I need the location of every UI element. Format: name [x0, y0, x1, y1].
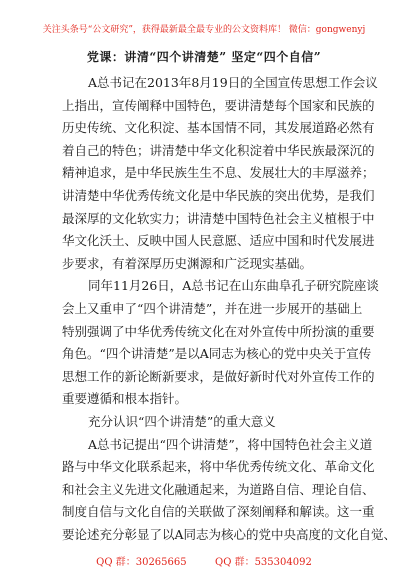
paragraph-line: 充分认识“四个讲清楚”的重大意义: [88, 413, 276, 429]
paragraph-line: 精神追求，是中华民族生生不息、发展壮大的丰厚滋养；: [62, 165, 375, 181]
paragraph-line: 角色。“四个讲清楚”是以A同志为核心的党中央关于宣传: [62, 346, 372, 362]
paragraph-line: 着自己的特色；讲清楚中华文化积淀着中华民族最深沉的: [62, 142, 375, 158]
paragraph-line: 要论述充分彰显了以A同志为核心的党中央高度的文化自觉、: [62, 526, 397, 542]
paragraph-line: 重要遵循和根本指针。: [62, 391, 188, 407]
paragraph-line: 最深厚的文化软实力；讲清楚中国特色社会主义植根于中: [62, 210, 375, 226]
paragraph-line: 特别强调了中华优秀传统文化在对外宣传中所扮演的重要: [62, 323, 375, 339]
paragraph-line: 制度自信与文化自信的关联做了深刻阐释和解读。这一重: [62, 504, 375, 520]
paragraph-line: A总书记在2013年8月19日的全国宣传思想工作会议: [88, 75, 378, 90]
paragraph-line: 讲清楚中华优秀传统文化是中华民族的突出优势，是我们: [62, 187, 375, 203]
paragraph-line: 上指出，宣传阐释中国特色，要讲清楚每个国家和民族的: [62, 97, 375, 113]
paragraph-line: 和社会主义先进文化融通起来，为道路自信、理论自信、: [62, 481, 375, 497]
paragraph-line: 同年11月26日，A总书记在山东曲阜孔子研究院座谈: [88, 278, 379, 294]
qq-group-1: QQ 群：30265665: [96, 557, 187, 568]
paragraph-line: 思想工作的新论断新要求，是做好新时代对外宣传工作的: [62, 368, 375, 384]
document-body: [62, 72, 397, 546]
paragraph-line: 路与中华文化联系起来，将中华优秀传统文化、革命文化: [62, 459, 375, 475]
paragraph-line: 华文化沃土、反映中国人民意愿、适应中国和时代发展进: [62, 233, 375, 249]
paragraph-line: 步要求，有着深厚历史渊源和广泛现实基础。: [62, 255, 313, 271]
promo-banner[interactable]: 关注头条号“公文研究”，获得最新最全最专业的公文资料库！ 微信：gongwenyj: [42, 25, 366, 35]
paragraph-line: 历史传统、文化积淀、基本国情不同，其发展道路必然有: [62, 120, 375, 136]
document-title: 党课：讲清“四个讲清楚” 坚定“四个自信”: [86, 50, 322, 64]
qq-group-2: QQ 群：535304092: [215, 557, 312, 568]
paragraph-line: A总书记提出“四个讲清楚”，将中国特色社会主义道: [88, 436, 373, 452]
paragraph-line: 会上又重申了“四个讲清楚”，并在进一步展开的基础上: [62, 300, 363, 316]
footer-contact: [0, 553, 408, 568]
